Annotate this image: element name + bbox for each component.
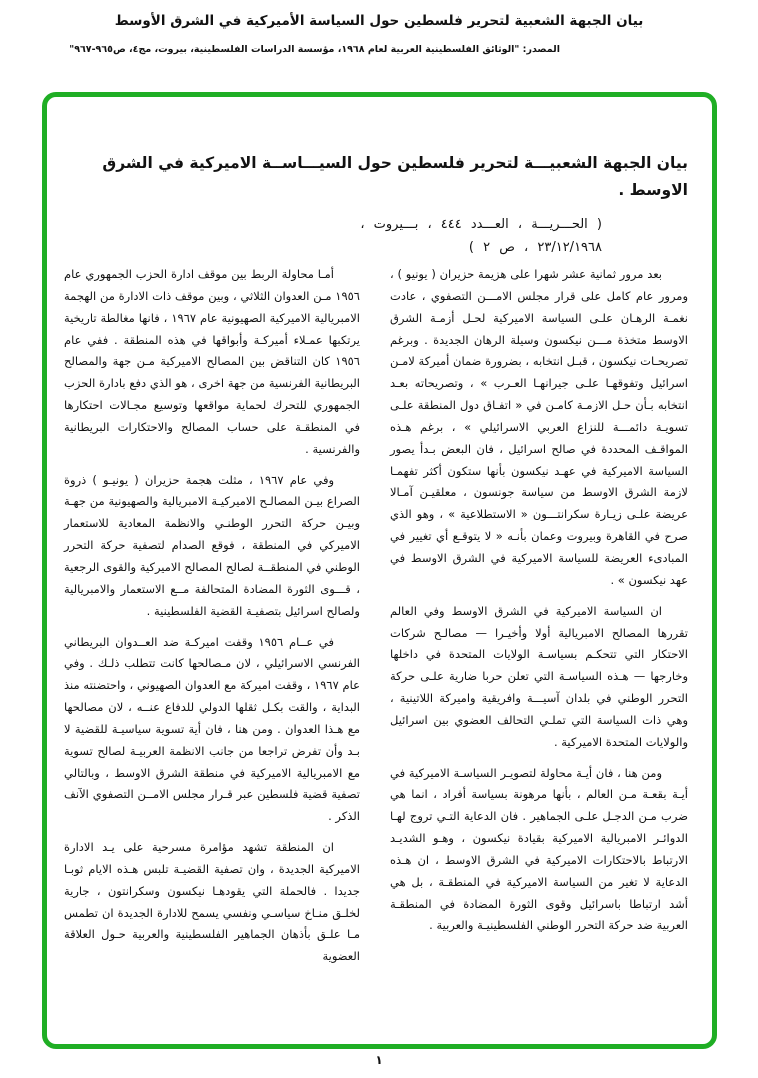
date-reference-line: ٢٣/١٢/١٩٦٨ ، ص ٢ )	[468, 240, 602, 256]
page-number: ١	[375, 1053, 383, 1067]
text-column-left	[64, 264, 360, 968]
paragraph: ومن هنا ، فان أيـة محاولة لتصويـر السياسـة الاميركية في أيـة بقعـة مـن العالم ، بأنها مرهونة بسياسة أفراد ، انما هي ضرب مـن الدجـل علـى الجماهير . فان الدعاية التـي تروج لهـا الدوائـر الامبريالية الاميركية بقيادة نيكسون ، وهـو الشديـد الارتباط بالاحتكارات الاميركية في الشرق الاوسط ، ان هـذه الدعاية لا تغير من السياسة الاميركية في المنطقـة ، بل هي أشد ارتباطا باسرائيل وقوى الثورة المضادة في المنطقـة العربية ضد حركة التحرر الوطني الفلسطينيـة والعربية .	[390, 765, 688, 933]
paragraph: ان المنطقة تشهد مؤامرة مسرحية على يـد الادارة الاميركية الجديدة ، وان تصفية القضيـة تلبس هـذه الايام ثوبـا جديدا . فالحملة التي يقودهـا نيكسون وسكرانتون ، جارية لخلـق منـاخ سياسـي ونفسي يسمح للادارة الجديدة ان تطمس مـا علـق بأذهان الجماهير الفلسطينية والعربية حـول العلاقة العضوية	[64, 840, 360, 964]
document-frame	[42, 92, 717, 1049]
paragraph: في عــام ١٩٥٦ وقفت اميركـة ضد العــدوان البريطاني الفرنسي الاسرائيلي ، لان مـصالحها كانت تتطلب ذلـك . وفي عام ١٩٦٧ ، وقفت اميركة مع العدوان الصهيوني ، واحتضنته منذ البداية ، والقت بكـل ثقلها الدولي للدفاع عنــه ، لان مصالحها مع هـذا العدوان . ومن هنا ، فان أية تسوية سياسيـة للقضية لا بـد وأن تفرض تراجعا من جانب الانظمة العربيـة لصالح تسوية مع الامبريالية الاميركية في منطقة الشرق الاوسط ، وبالتالي تصفية قضية فلسطين عبر قـرار مجلس الامــن التصفوي الآنف الذكر .	[64, 634, 360, 824]
source-citation: المصدر: "الوثائق الفلسطينية العربية لعام ١٩٦٨، مؤسسة الدراسات الفلسطينية، بيروت، مج٤، ص٩٦٥-٩٦٧"	[69, 44, 560, 55]
header-title: بيان الجبهة الشعبية لتحرير فلسطين حول السياسة الأميركية في الشرق الأوسط	[114, 13, 644, 29]
document-title	[97, 150, 688, 204]
paragraph: وفي عام ١٩٦٧ ، مثلت هجمة حزيران ( يونيـو ) ذروة الصراع بيـن المصالـح الاميركيـة الامبريالية والصهيونية من جهـة وبيـن حركة التحرر الوطنـي والانظمة المعادية للاستعمار الاميركي في المنطقة ، فوقع الصدام لتصفية حركة التحرر الوطني في المنطقــة لصالح المصالح الاميركية والقوى الرجعية ، قـــوى الثورة المضادة المتحالفة مــع الاستعمار والامبريالية ولصالح اسرائيل بتصفيـة القضية الفلسطينية .	[64, 472, 360, 618]
paragraph: بعد مرور ثمانية عشر شهرا على هزيمة حزيران ( يونيو ) ، ومرور عام كامل على قرار مجلس الامـــن التصفوي ، عادت نغمـة الرهـان علـى السياسة الاميركية لحـل أزمـة الشرق الاوسط متخذة مـــن نيكسون وسيلة الرهان الجديدة . وبرغم تصريحـات نيكسون ، قبـل انتخابه ، بضرورة ضمان أميركة لامـن اسرائيل وتفوقهـا علـى جيرانهـا العـرب » ، وتصريحاته بعـد انتخابه بـأن حـل الازمـة كامـن في « اتفـاق دول المنطقة علـى تسويـة دائمـــة للنزاع العربي الاسرائيلي » ، برغم هـذه المواقـف المحددة في صالح اسرائيل ، فان البعض بـدأ يصور السياسة الاميركية في عهـد نيكسون بأنها ستكون أكثر تفهمـا لازمة الشرق الاوسط من سياسة جونسون ، معلقيـن آمـالا عريضة علـى زيـارة سكرانتـــون « الاستطلاعية » ، وهو الذي صرح في القاهرة وبيروت وعمان بأنـه « لا يتوقـع أي تغيير في المبادىء العريضة للسياسة الاميركية في الشرق الاوسط في عهد نيكسون » .	[390, 267, 688, 587]
document-title-line1: بيان الجبهة الشعبيـــة لتحرير فلسطين حول السيـــاســة الاميركية في الشرق	[102, 154, 688, 172]
text-column-right	[390, 264, 688, 937]
document-subtitle	[360, 213, 602, 260]
paragraph: أمـا محاولة الربط بين موقف ادارة الحزب الجمهوري عام ١٩٥٦ مـن العدوان الثلاثي ، وبين موقف ذات الادارة من الهجمة الامبريالية الاميركية الصهيونية عام ١٩٦٧ ، فانها مغالطة تاريخية يرتكبها عمـلاء أميركـة وأبواقها في هذه المنطقة . ففي عام ١٩٥٦ كان التناقض بين المصالح الاميركية مـن جهة والمصالح البريطانية الفرنسية من جهة اخرى ، هو الذي دفع بادارة الحزب الجمهوري للتحرك لحماية مواقعها وتوسيع مجـالات احتكارها في المنطقـة على حساب المصالح والاحتكارات البريطانية والفرنسية .	[64, 267, 360, 456]
paragraph: ان السياسة الاميركية في الشرق الاوسط وفي العالم تقررها المصالح الامبريالية أولا وأخيـرا — مصالـح شركات الاحتكار التي تتحكـم بسياسـة الولايات المتحدة في داخلها وخارجها — هـذه السياسـة التي تعلن حربا ضارية علـى حركة التحرر الوطني في بلدان آسيـــة وافريقية واميركة اللاتينية ، وهي ذات السياسة التي تملـي التحالف العضوي بين اسرائيل والولايات المتحدة الاميركية .	[390, 603, 688, 749]
journal-reference-line: ( الحـــريـــة ، العـــدد ٤٤٤ ، بـــيروت ،	[360, 217, 602, 232]
document-title-line2: الاوسط .	[618, 181, 688, 200]
